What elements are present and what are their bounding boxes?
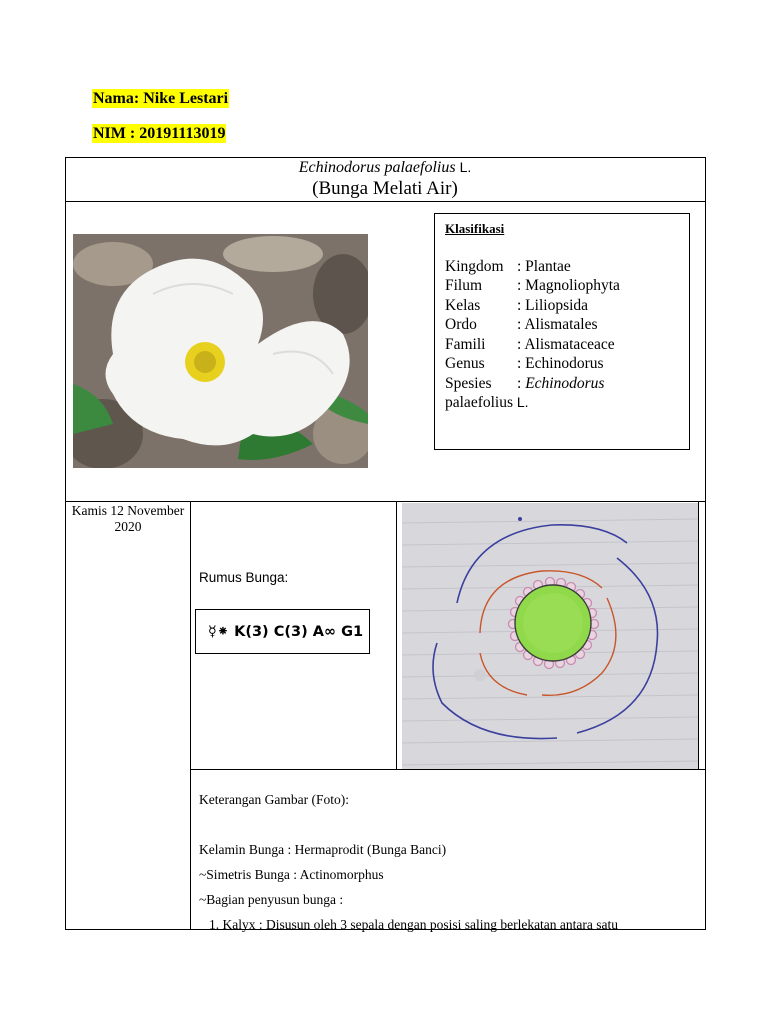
row-value: : Liliopsida xyxy=(517,296,589,314)
flower-parts-text: ~Bagian penyusun bunga : xyxy=(199,892,344,907)
classification-heading: Klasifikasi xyxy=(445,221,505,236)
formula-label: Rumus Bunga: xyxy=(199,570,289,585)
row-value: : Echinodorus xyxy=(517,355,604,372)
row-value: : Plantae xyxy=(517,257,571,275)
student-nim: NIM : 20191113019 xyxy=(93,125,226,142)
flower-photo xyxy=(73,234,368,468)
classification-row-kingdom xyxy=(445,257,679,277)
classification-row-famili xyxy=(445,335,679,355)
description-block xyxy=(199,787,618,937)
classification-row-genus xyxy=(445,354,679,374)
row-key: Famili xyxy=(445,335,486,353)
row-key: Kingdom xyxy=(445,257,504,275)
flower-sex-text: Kelamin Bunga : Hermaprodit (Bunga Banci) xyxy=(199,842,447,857)
row-key: Kelas xyxy=(445,296,481,314)
author-abbrev: L. xyxy=(459,159,472,175)
formula-box xyxy=(195,609,370,654)
student-name: Nama: Nike Lestari xyxy=(93,90,229,107)
diagram-right-divider xyxy=(698,501,699,769)
formula-column-divider xyxy=(396,501,397,769)
kalyx-list-item: 1. Kalyx : Disusun oleh 3 sepala dengan posisi saling berlekatan antara satu xyxy=(209,917,619,932)
title-divider xyxy=(65,201,706,202)
row-value: : Alismataceace xyxy=(517,335,615,353)
row-value: : Alismatales xyxy=(517,316,598,333)
classification-row-kelas xyxy=(445,296,679,316)
date-column-divider xyxy=(190,501,191,930)
row-value: : Magnoliophyta xyxy=(517,277,620,294)
row-key: Filum xyxy=(445,277,483,294)
row-colon: : xyxy=(517,374,522,392)
species-author: L. xyxy=(516,394,529,410)
description-title: Keterangan Gambar (Foto): xyxy=(199,792,349,807)
species-epithet: palaefolius xyxy=(445,394,514,411)
floral-formula: ☿⁕ K(3) C(3) A∞ G1 xyxy=(208,623,364,640)
row-key: Spesies xyxy=(445,374,492,392)
flower-symmetry-text: ~Simetris Bunga : Actinomorphus xyxy=(199,867,384,882)
classification-box xyxy=(434,213,690,450)
classification-divider xyxy=(65,501,706,502)
observation-date: Kamis 12 November 2020 xyxy=(71,503,185,534)
keterangan-divider xyxy=(190,769,706,770)
classification-row-spesies xyxy=(445,374,679,394)
scientific-name: Echinodorus palaefolius xyxy=(298,159,456,176)
floral-diagram-drawing xyxy=(402,503,698,769)
row-key: Ordo xyxy=(445,316,477,333)
row-key: Genus xyxy=(445,355,485,372)
classification-row-filum xyxy=(445,276,679,296)
classification-row-ordo xyxy=(445,315,679,335)
classification-row-spesies-cont xyxy=(445,393,679,413)
common-name-title: (Bunga Melati Air) xyxy=(312,178,458,199)
scientific-name-title xyxy=(66,159,704,177)
species-genus: Echinodorus xyxy=(525,374,605,392)
